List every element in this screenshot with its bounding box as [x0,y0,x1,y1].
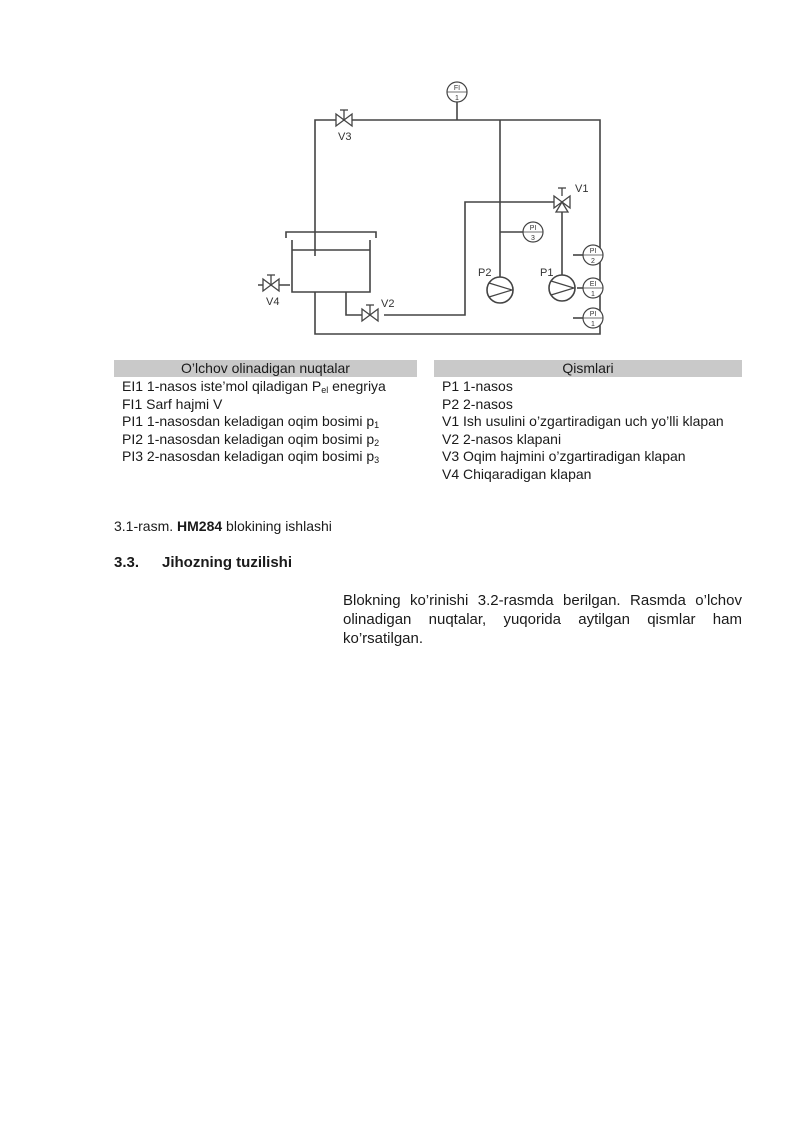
label-v2: V2 [381,298,395,310]
pi1-tag: PI [589,311,597,318]
measurement-point-item: PI1 1-nasosdan keladigan oqim bosimi $p_1$ [122,413,380,430]
pump-circuit-diagram [0,0,800,360]
component-item: V2 2-nasos klapani [442,430,562,447]
pi2-tag: PI [589,248,597,255]
label-p2: P2 [478,267,492,279]
component-item: P1 1-nasos [442,378,513,394]
component-item: V1 Ish usulini o’zgartiradigan uch yo’lli klapan [442,413,724,429]
component-item: V3 Oqim hajmini o’zgartiradigan klapan [442,448,686,464]
section-number: 3.3. [114,554,140,571]
component-item: P2 2-nasos [442,395,513,412]
tank [292,240,370,292]
pi2-num: 2 [591,258,595,265]
fi1-tag: FI [453,85,461,92]
measurement-point-item: PI2 1-nasosdan keladigan oqim bosimi $p_2$ [122,430,380,448]
pi1-num: 1 [591,321,595,328]
pipe-tank-drain [346,292,362,315]
measurement-point-item: EI1 1-nasos iste’mol qiladigan $P_{el}$ enegriya [122,378,386,395]
pipe-v1-branch [384,202,500,315]
components-legend [434,360,742,483]
pi3-tag: PI [529,225,537,232]
label-p1: P1 [540,267,554,279]
fi1-num: 1 [455,95,459,102]
tank-rim [286,232,376,238]
caption-model: HM284 [177,518,223,534]
section-title: Jihozning tuzilishi [162,554,292,571]
measurement-points-legend [114,360,417,466]
measurement-point-item: FI1 Sarf hajmi V [122,395,223,412]
label-v3: V3 [338,131,352,143]
figure-caption: 3.1-rasm. HM284 blokining ishlashi [114,518,332,534]
section-heading [114,554,292,571]
components-header: Qismlari [434,360,742,377]
label-v1: V1 [575,183,589,195]
component-item: V4 Chiqaradigan klapan [442,465,592,482]
measurement-points-header: O’lchov olinadigan nuqtalar [114,360,417,377]
body-paragraph: Blokning ko’rinishi 3.2-rasmda berilgan. Rasmda o’lchov olinadigan nuqtalar, yuqorida aytilgan qismlar ham ko’rsatilgan. [343,592,742,647]
pipe-top [315,120,600,334]
pump-p2-icon [487,277,513,303]
measurement-point-item: PI3 2-nasosdan keladigan oqim bosimi $p_3$ [122,448,380,465]
ei1-num: 1 [591,291,595,298]
label-v4: V4 [266,296,280,308]
pi3-num: 3 [531,235,535,242]
ei1-tag: EI [589,281,597,288]
